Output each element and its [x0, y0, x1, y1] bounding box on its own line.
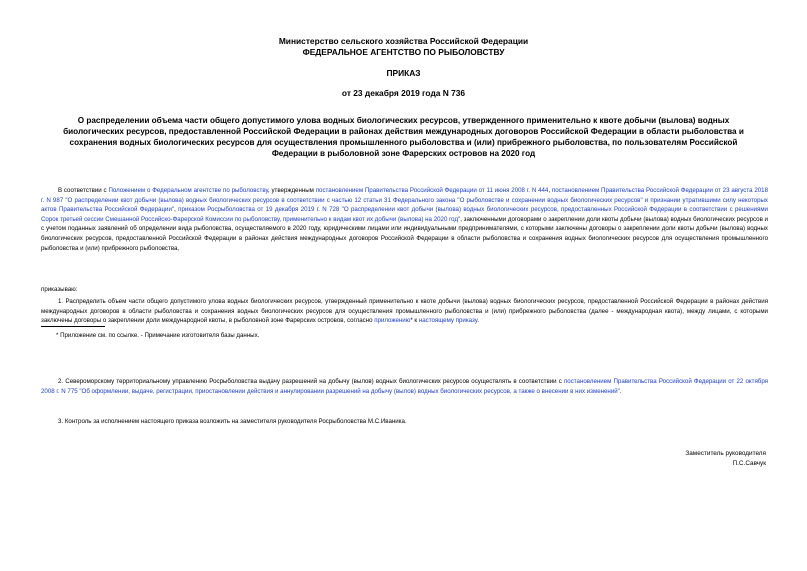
prikazyvayu-label: приказываю: [41, 286, 78, 293]
preamble-paragraph [41, 186, 768, 253]
link-appendix[interactable]: приложению [374, 317, 411, 325]
preamble-text-4: , [174, 206, 179, 214]
ministry-name: Министерство сельского хозяйства Российской Федерации [278, 36, 529, 46]
item1-text-between: к [412, 317, 419, 325]
item2-text: 2. Североморскому территориальному управлению Росрыболовства выдачу разрешений на добычу (вылов) водных биологических ресурсов осуществлять в соответствии с [58, 378, 564, 385]
footnote-marker: * [410, 317, 413, 325]
preamble-text-5: , заключенными договорами о закреплении доли квоты добычи (вылова) водных биологических ресурсов и с учетом поданных заявлений об определении вида рыболовства, осуществляемого в 2020 году, юридическими лицами или индивидуальными предпринимателями, с которыми заключены договоры о закреплении доли квоты добычи (вылова) водных биологических ресурсов, предоставленной Российской Федерации в районах действия международных договоров Российской Федерации в области рыболовства и сохранения водных биологических ресурсов для осуществления промышленного рыболовства и (или) прибрежного рыболовства, [41, 215, 768, 252]
item1-text: 1. Распределить объем части общего допустимого улова водных биологических ресурсов, утвержденный применительно к квоте добычи (вылова) водных биологических ресурсов, предоставленной Российской Федерации в районах действия международных договоров в области рыболовства и сохранения водных биологических ресурсов для осуществления промышленного рыболовства и (или) прибрежного рыболовства (далее - международная квота), между лицами, с которыми заключены договоры о закреплении доли международной квоты, в рыболовной зоне Фарерских островов, согласно [41, 298, 768, 325]
document-date: от 23 декабря 2019 года N 736 [341, 88, 466, 98]
link-order-728[interactable]: приказом Росрыболовства от 19 декабря 2019 г. N 728 "О распределении квот добычи (вылова) водных биологических ресурсов, предоставленных Российской Федерации в соответствии с решениями Сорок третьей сессии Смешанной Российско-Фарерской Комиссии по рыболовству, применительно к видам квот их добычи (вылова) на 2020 год" [41, 206, 768, 223]
document-type: ПРИКАЗ [386, 68, 421, 78]
link-resolution-444[interactable]: постановлением Правительства Российской Федерации от 11 июня 2008 г. N 444 [315, 187, 549, 194]
link-regulation-agency[interactable]: Положением о Федеральном агентстве по рыболовству [108, 187, 268, 194]
preamble-text-3: , [548, 187, 552, 194]
signature-block [685, 449, 766, 468]
signature-position: Заместитель руководителя [685, 450, 766, 457]
footnote-text: * Приложение см. по ссылке. - Примечание изготовителя базы данных. [56, 332, 260, 339]
preamble-text-2: , утвержденным [267, 187, 316, 194]
document-title: О распределении объема части общего допустимого улова водных биологических ресурсов, утвержденного применительно к квоте добычи (вылова) водных биологических ресурсов, предоставленной Российской Федерации в районах действия международных договоров Российской Федерации в области рыболовства и сохранения водных биологических ресурсов для осуществления промышленного рыболовства и (или) прибрежного рыболовства, по пользователям Российской Федерации в рыболовной зоне Фарерских островов на 2020 год [63, 116, 744, 158]
link-resolution-775[interactable]: постановлением Правительства Российской Федерации от 22 октября 2008 г. N 775 "Об оформлении, выдаче, регистрации, приостановлении действия и аннулировании разрешений на добычу (вылов) водных биологических ресурсов, а также о внесении в них изменений" [41, 378, 768, 395]
order-item-1 [41, 297, 768, 326]
item2-text-end: . [619, 387, 622, 395]
agency-name: ФЕДЕРАЛЬНОЕ АГЕНТСТВО ПО РЫБОЛОВСТВУ [302, 47, 505, 57]
signature-name: П.С.Савчук [732, 459, 766, 467]
footnote-divider [41, 326, 105, 327]
order-item-3: 3. Контроль за исполнением настоящего приказа возложить на заместителя руководителя Росрыболовства М.С.Иваника. [58, 418, 407, 425]
link-this-order[interactable]: настоящему приказу [418, 317, 478, 325]
order-item-2 [41, 377, 768, 396]
link-resolution-987[interactable]: постановлением Правительства Российской Федерации от 23 августа 2018 г. N 987 "О распределении квот добычи (вылова) водных биологических ресурсов в соответствии с частью 12 статьи 31 Федерального закона "О рыболовстве и сохранении водных биологических ресурсов" и признании утратившими силу некоторых актов Правительства Российской Федерации" [41, 187, 768, 214]
item1-text-end: . [477, 317, 479, 325]
preamble-text-1: В соответствии с [58, 187, 109, 194]
